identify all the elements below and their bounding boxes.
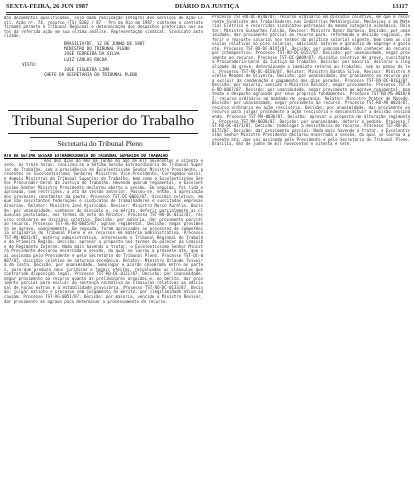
intro-block — [4, 16, 203, 39]
chief-name: JOSÉ FIGUEIRA LIMA — [64, 67, 110, 73]
right-column-text: Processo TST-RO-DC-0140/87, recurso ordinário em dissídio coletivo, em que é recorrente Sindicato dos Trabalhadores nas Indústrias Metalúrgicas, Mecânicas e de Material Elétrico e recorridos sindicatos patronais da mesma categoria econômica. Relator: Ministro Guimarães Falcão. Revisor: Ministro Ranor Barbosa. Decisão: por unanimidade, dar provimento parcial ao recurso para, reformando a decisão regional, deferir o reajuste salarial nos termos da política salarial vigente, bem como as cláusulas relativas ao piso salarial, adicional noturno e garantia de emprego à gestante. Processo TST-RO-DC-0147/87. Decisão: por unanimidade, não conhecer do recurso por intempestivo. Processo TST-RO-DC-0152/87. Decisão: por unanimidade, negar provimento ao recurso. Processo TST-DC-0009/87, dissídio coletivo de greve, suscitante a Procuradoria-Geral da Justiça do Trabalho. Decisão: por maioria, declarar a ilegalidade da greve, determinando o imediato retorno ao trabalho, sob as penas da lei. Processo TST-RO-DC-0158/87. Relator: Ministro Barata Silva. Revisor: Ministro Aurélio Mendes de Oliveira. Decisão: por unanimidade, dar provimento ao recurso para excluir da condenação o pagamento dos dias parados. Processo TST-RO-DC-0163/87. Decisão: por maioria, vencido o Ministro Relator, negar provimento. Processo TST-AG-RO-0067/87. Decisão: por unanimidade, negar provimento ao agravo regimental, mantendo o despacho agravado por seus próprios fundamentos. Processo TST-RO-MS-0018/87, recurso ordinário em mandado de segurança. Relator: Ministro Prates de Macedo. Decisão: por unanimidade, negar provimento ao recurso. Processo TST-RO-AR-0024/87, recurso ordinário em ação rescisória. Decisão: por unanimidade, dar provimento ao recurso para julgar procedente a ação rescisória e desconstituir a decisão rescindenda. Processo TST-MA-0036/87. Decisão: aprovar a proposta de alteração regimental. Processo TST-MA-0038/87. Decisão: por unanimidade, deferir o pedido. Processo TST-RO-DC-0171/87. Decisão: homologar a desistência do recurso. Processo TST-RO-DC-0175/87. Decisão: dar provimento parcial. Nada mais havendo a tratar, o Excelentíssimo Senhor Ministro Presidente declarou encerrada a sessão, da qual se lavrou a presente ata, que vai assinada pelo Presidente e pelo Secretário do Tribunal Pleno. Brasília, dez de junho de mil novecentos e oitenta e sete. — [212, 15, 410, 147]
section-title-box — [8, 110, 198, 134]
signature-block — [4, 41, 203, 105]
signature-line: LUIZ CARLOS ROCHA — [64, 56, 107, 62]
header-rule — [6, 12, 408, 13]
intro-paragraph: dos documentos qualificados, seja dada realização integral dos serviços de Ação Civil. Ação nº. 74, recurso (TS) 8202 / 87 - Pro do Rio em 1987; conforme o contrato firmado perante o Tribunal Regional e determinação dos despachos proferidos nos autos da referida ação em sua última análise. Representação sindical. Sindicato autorizado. — [4, 16, 203, 39]
signature-line: MINISTRO DO TRIBUNAL PLENO — [64, 46, 130, 52]
header-date: SEXTA-FEIRA, 26 JUN 1987 — [6, 3, 89, 10]
header-publication: DIÁRIO DA JUSTIÇA — [174, 3, 240, 10]
section-subtitle-box — [30, 137, 170, 151]
header-page-number: 13117 — [392, 3, 408, 10]
right-body — [212, 15, 410, 497]
running-header — [6, 2, 408, 12]
signature-line: JOSÉ FERREIRA DA SILVA — [64, 51, 120, 57]
left-body — [4, 154, 203, 497]
section-title: Tribunal Superior do Trabalho — [11, 113, 195, 129]
chief-title: CHEFE DA SECRETARIA DO TRIBUNAL PLENO — [44, 72, 138, 78]
session-minutes-text: Aos dez dias do mês de junho do ano de mil novecentos e oitenta e sete, às treze horas, realizou-se a Sétima Sessão Extraordinária do Tribunal Superior do Trabalho, sob a presidência do Excelentíssimo Senhor Ministro Presidente, presentes os Excelentíssimos Senhores Ministros Vice-Presidente, Corregedor-Geral, e demais Ministros do Tribunal Superior do Trabalho, bem como o Excelentíssimo Senhor Procurador-Geral da Justiça do Trabalho. Havendo quórum regimental, o Excelentíssimo Senhor Ministro Presidente declarou aberta a sessão. Em seguida, foi lida e aprovada, sem restrições, a ata da sessão anterior. Passou-se, então, à apreciação dos processos constantes da pauta. Processo TST-DC-0001/87, dissídio coletivo, em que são suscitantes federações e sindicatos de trabalhadores e suscitadas empresas diversas. Relator: Ministro José Ajuricaba. Revisor: Ministro Marco Aurélio. Decisão: por unanimidade, conhecer do dissídio e, no mérito, deferir parcialmente as cláusulas postuladas, nos termos do voto do Relator. Processo TST-RO-DC-0112/87, recurso ordinário em dissídio coletivo. Decisão: por maioria, dar provimento parcial ao recurso. Processo TST-AG-RO-0045/87, agravo regimental. Decisão: negar provimento ao agravo, unanimemente. Em seguida, foram apreciados os processos de competência originária do Tribunal Pleno e os recursos em matéria administrativa. Processo TST-MA-0031/87, matéria administrativa, interessado o Tribunal Regional do Trabalho da Primeira Região. Decisão: aprovar a proposta nos termos do parecer da Comissão de Regimento Interno. Nada mais havendo a tratar, o Excelentíssimo Senhor Ministro Presidente declarou encerrada a sessão, da qual se lavrou a presente ata, que vai assinada pelo Presidente e pelo Secretário do Tribunal Pleno. Processo TST-DC-0007/87, dissídio coletivo de natureza econômica. Relator: Ministro Orlando Teixeira da Costa. Decisão: por unanimidade, homologar o acordo celebrado entre as partes, para que produza seus jurídicos e legais efeitos, ressalvadas as cláusulas que contrariem disposição legal. Processo TST-RO-DC-0121/87. Decisão: por unanimidade, negar provimento ao recurso quanto às preliminares arguidas e, no mérito, dar provimento parcial para excluir da sentença normativa as cláusulas relativas ao adicional de horas extras e à estabilidade provisória. Processo TST-RO-DC-0133/87. Decisão: julgar extinto o processo sem julgamento do mérito, por ilegitimidade ativa ad causam. Processo TST-AG-0051/87. Decisão: por maioria, vencido o Ministro Revisor, dar provimento ao agravo para determinar o processamento do recurso. — [4, 157, 203, 304]
section-subtitle: Secretaria do Tribunal Pleno — [57, 139, 143, 148]
session-heading: ATA DA SÉTIMA SESSÃO EXTRAORDINÁRIA DO TRIBUNAL SUPERIOR DO TRABALHO — [4, 154, 168, 158]
signature-date: BRASÍLIA/DF, 12 DE JUNHO DE 1987 — [64, 41, 145, 46]
visto-label: VISTO: — [22, 61, 38, 67]
